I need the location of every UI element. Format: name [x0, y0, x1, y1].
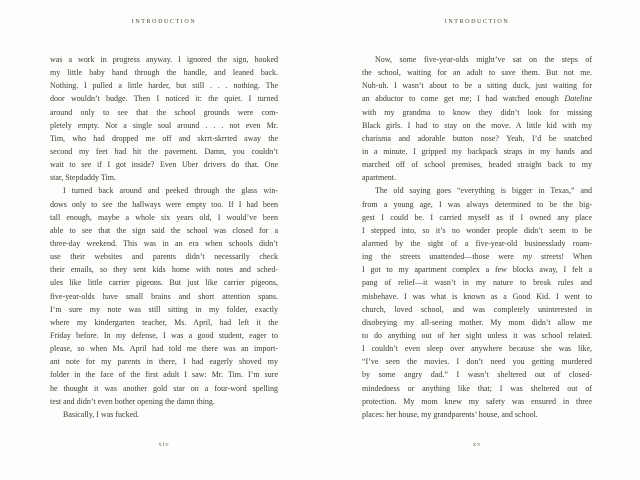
text-line: from a young age, I was always determined to be the big-	[362, 199, 592, 209]
text-line: I couldn’t even sleep over anywhere because she was like,	[362, 344, 592, 354]
text-line: ing the streets unattended—those were my streets! When	[362, 252, 592, 262]
italic-text: Dateline	[564, 94, 592, 104]
page-body-left	[50, 53, 278, 421]
text-line: marched off of school premises, headed straight back to my	[362, 160, 592, 170]
italic-text: my	[522, 252, 533, 262]
text-line: my little baby hand through the handle, and leaned back.	[50, 68, 278, 78]
text-line: ules like little carrier pigeons. But just like carrier pigeons,	[50, 278, 278, 288]
text-line: alarmed by the sight of a five-year-old businesslady roam-	[362, 238, 592, 248]
text-line: to do anything out of her sight unless it was school related.	[362, 330, 592, 340]
text-line: Tim, who had dropped me off and skrrt-skrrted away the	[50, 133, 278, 143]
text-line: dows only to see the hallways were empty too. If I had been	[50, 199, 278, 209]
text-line: Nuh-uh. I wasn’t about to be a sitting duck, just waiting for	[362, 81, 592, 91]
text-line: please, so when Ms. April had told me there was an import-	[50, 344, 278, 354]
text-line: Now, some five-year-olds might’ve sat on the steps of	[375, 55, 592, 64]
text-line: three-day weekend. This was in an era when schools didn’t	[50, 238, 278, 248]
text-line: tall enough, maybe a whole six years old, I would’ve been	[50, 212, 278, 222]
text-line: he thought it was another gold star on a four-word spelling	[50, 383, 278, 393]
text-line: The old saying goes “everything is bigger in Texas,” and	[375, 186, 592, 196]
text-line: Friday before. In my defense, I was a good student, eager to	[50, 330, 278, 340]
text-line: pletely empty. Not a single soul around . . . not even Mr.	[50, 120, 278, 130]
text-line: star, Stepdaddy Tim.	[50, 173, 116, 183]
page-right	[362, 0, 592, 480]
text-line: their emails, so they sent kids home with notes and sched-	[50, 265, 278, 275]
page-number-left: xiv	[158, 441, 170, 448]
text-line: with my grandma to know they didn’t look for missing	[362, 107, 592, 117]
text-line: wait to see if I got inside? Even Uber drivers do that. One	[50, 160, 278, 170]
text-line: where my kindergarten teacher, Ms. April, had left it the	[50, 317, 278, 327]
text-line: ant note for my parents in there, I had eagerly shoved my	[50, 357, 278, 367]
text-line: disobeying my all-seeing mother. My mom didn’t allow me	[362, 317, 592, 327]
text-line: mindedness or anything like that; I was sheltered out of	[362, 383, 592, 393]
text-line: pang of relief—it wasn’t in my nature to break rules and	[362, 278, 592, 288]
text-line: I’m sure my note was still sitting in my folder, exactly	[50, 304, 278, 314]
text-line: by some angry dad.” I wasn’t sheltered out of closed-	[362, 370, 592, 380]
text-line: test and didn’t even bother opening the damn thing.	[50, 396, 215, 406]
text-line: charisma and adorable button nose? Yeah, I’d be snatched	[362, 133, 592, 143]
text-line: in a minute. I gripped my backpack straps in my hands and	[362, 146, 592, 156]
text-line: was a work in progress anyway. I ignored the sign, hooked	[50, 55, 278, 64]
text-line: I stepped into, so it’s no wonder people didn’t seem to be	[362, 225, 592, 235]
page-left	[50, 0, 278, 480]
text-line: an abductor to come get me; I had watched enough Dateline	[362, 94, 592, 104]
text-line: use their websites and parents didn’t necessarily check	[50, 252, 278, 262]
text-line: apartment.	[362, 173, 396, 183]
text-line: gest I could be. I carried myself as if I owned any place	[362, 212, 592, 222]
text-line: I got to my apartment complex a few blocks away, I felt a	[362, 265, 592, 275]
page-number-right: xv	[472, 441, 482, 448]
text-line: I turned back around and peeked through the glass win-	[63, 186, 278, 196]
text-line: around only to see that the school grounds were com-	[50, 107, 278, 117]
text-line: church, loved school, and was completely uninterested in	[362, 304, 592, 314]
text-line: Black girls. I had to stay on the move. A little kid with my	[362, 120, 592, 130]
text-line: places: her house, my grandparents’ house, and school.	[362, 409, 538, 419]
text-line: protection. My mom knew my safety was ensured in three	[362, 396, 592, 406]
page-body-right	[362, 53, 592, 421]
text-line: able to see that the sign said the school was closed for a	[50, 225, 278, 235]
text-line: “I’ve seen the movies. I don’t need you getting murdered	[362, 357, 592, 367]
text-line: folder in the face of the first adult I saw: Mr. Tim. I’m sure	[50, 370, 278, 380]
text-line: door wouldn’t budge. Then I noticed it: the quiet. I turned	[50, 94, 278, 104]
text-line: Basically, I was fucked.	[63, 409, 140, 419]
running-header-right: INTRODUCTION	[444, 19, 510, 25]
text-line: second my feet had hit the pavement. Damn, you couldn’t	[50, 146, 278, 156]
running-header-left: INTRODUCTION	[131, 19, 197, 25]
text-line: five-year-olds have small brains and short attention spans.	[50, 291, 278, 301]
text-line: the school, waiting for an adult to save them. But not me.	[362, 68, 592, 78]
text-line: misbehave. I was what is known as a Good Kid. I went to	[362, 291, 592, 301]
text-line: Nothing. I pulled a little harder, but still . . . nothing. The	[50, 81, 278, 91]
